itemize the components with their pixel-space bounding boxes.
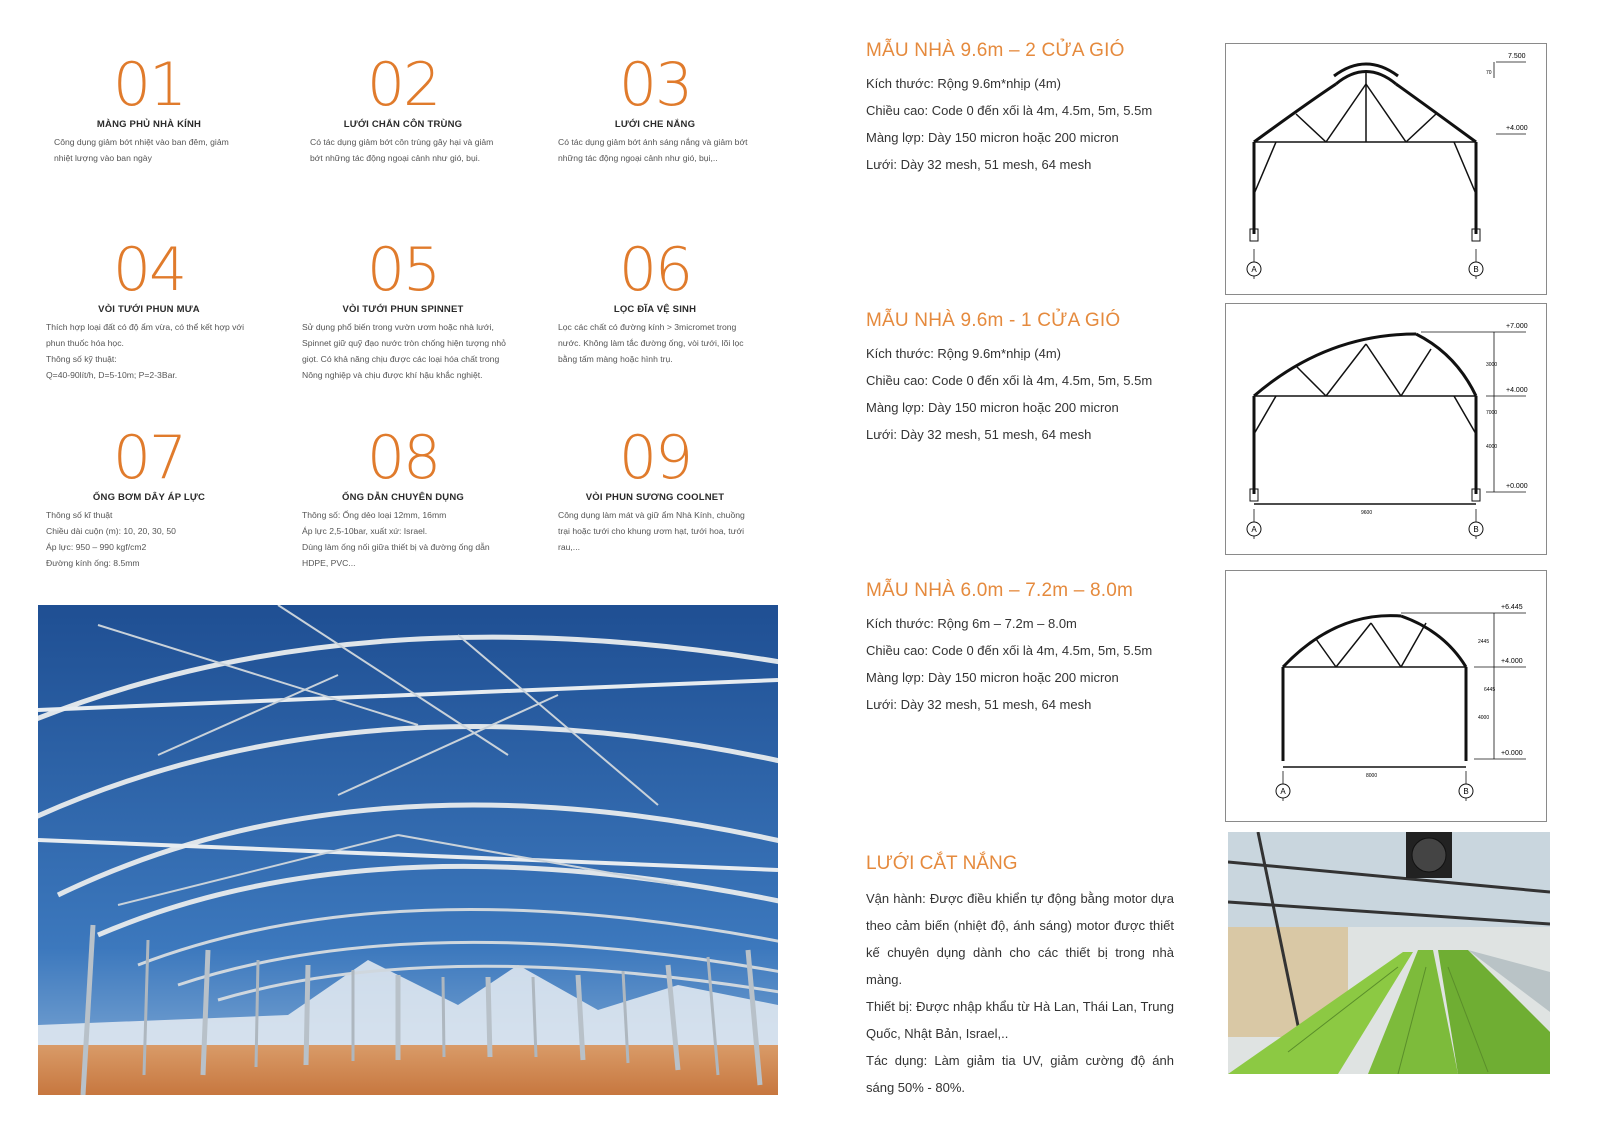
feature-number: 03 [618, 50, 692, 120]
feature-line: bằng tấm màng hoặc hình trụ. [558, 354, 673, 364]
axis-label: A [1251, 525, 1257, 534]
feature-line: Thích hợp loại đất có độ ẩm vừa, có thể kết hợp với [46, 322, 244, 332]
feature-number: 04 [112, 235, 186, 305]
feature-body [288, 507, 518, 571]
feature-number: 07 [112, 423, 186, 493]
feature-05 [288, 235, 518, 383]
feature-line: giọt. Có khả năng chịu được các loại hóa chất trong [302, 354, 500, 364]
feature-line: Sử dụng phổ biến trong vườn ươm hoặc nhà lưới, [302, 322, 494, 332]
spec-line: Chiều cao: Code 0 đến xối là 4m, 4.5m, 5m, 5.5m [866, 103, 1153, 118]
feature-title: LƯỚI CHE NẮNG [614, 119, 696, 130]
axis-label: B [1473, 525, 1479, 534]
feature-number: 09 [618, 423, 692, 493]
elevation-label: +0.000 [1501, 750, 1523, 757]
feature-07 [34, 423, 264, 571]
feature-line: Công dụng giảm bớt nhiệt vào ban đêm, giảm [54, 137, 229, 147]
spec-block-1 [866, 40, 1196, 178]
feature-line: Có tác dụng giảm bớt côn trùng gây hại và giảm [310, 137, 494, 147]
spec-line: Kích thước: Rộng 6m – 7.2m – 8.0m [866, 616, 1077, 631]
feature-line: Áp lực: 950 – 990 kgf/cm2 [46, 542, 147, 552]
drawing-1-vent-model [1225, 303, 1547, 555]
feature-body [540, 319, 770, 367]
shade-net-paragraph: Thiết bị: Được nhập khẩu từ Hà Lan, Thái Lan, Trung Quốc, Nhật Bản, Israel,.. [866, 999, 1174, 1041]
dimension-label: 3000 [1486, 362, 1498, 368]
greenhouse-interior-illustration [1228, 832, 1550, 1074]
dimension-label: 9600 [1361, 510, 1373, 516]
elevation-label: +6.445 [1501, 604, 1523, 611]
spec-title: MẪU NHÀ 9.6m – 2 CỬA GIÓ [866, 40, 1125, 61]
feature-number: 01 [112, 50, 186, 120]
feature-number: 05 [366, 235, 440, 305]
axis-label: B [1473, 265, 1479, 274]
feature-line: Nông nghiệp và chịu được khí hậu khắc nghiệt. [302, 370, 483, 380]
shade-net-paragraph: Vận hành: Được điều khiển tự động bằng motor dựa theo cảm biến (nhiệt độ, ánh sáng) motor được thiết kế chuyên dụng dành cho các thiết bị trong nhà màng. [866, 891, 1174, 987]
dimension-label: 6445 [1484, 687, 1496, 693]
feature-line: Thông số: Ống dẻo loại 12mm, 16mm [302, 510, 447, 520]
axis-label: B [1463, 787, 1469, 796]
spec-block-2 [866, 310, 1196, 448]
feature-title: VÒI PHUN SƯƠNG COOLNET [585, 492, 725, 503]
drawing-1-vent-svg [1226, 304, 1546, 554]
feature-line: Chiều dài cuộn (m): 10, 20, 30, 50 [46, 526, 176, 536]
feature-title: LƯỚI CHẮN CÔN TRÙNG [343, 119, 463, 130]
spec-line: Màng lợp: Dày 150 micron hoặc 200 micron [866, 670, 1119, 685]
feature-line: Thông số kỹ thuật: [46, 354, 117, 364]
feature-title: LỌC ĐĨA VỆ SINH [613, 304, 697, 315]
feature-line: Có tác dụng giảm bớt ánh sáng nắng và giảm bớt [558, 137, 748, 147]
spec-line: Kích thước: Rộng 9.6m*nhịp (4m) [866, 76, 1061, 91]
drawing-2-vent-svg [1226, 44, 1546, 294]
feature-line: phun thuốc hóa học. [46, 338, 124, 348]
feature-line: trại hoặc tưới cho khung ươm hạt, tưới hoa, tưới [558, 526, 744, 536]
feature-08 [288, 423, 518, 571]
feature-number: 02 [366, 50, 440, 120]
drawing-small-models [1225, 570, 1547, 822]
spec-title: MẪU NHÀ 6.0m – 7.2m – 8.0m [866, 580, 1134, 601]
elevation-label: +4.000 [1501, 658, 1523, 665]
feature-line: những tác động ngoại cảnh như gió, bụi,.. [558, 153, 718, 163]
greenhouse-frame-photo [38, 605, 778, 1095]
spec-line: Chiều cao: Code 0 đến xối là 4m, 4.5m, 5m, 5.5m [866, 373, 1153, 388]
elevation-label: 7.500 [1508, 53, 1526, 60]
feature-title: VÒI TƯỚI PHUN MƯA [98, 304, 200, 315]
feature-body [34, 319, 264, 383]
spec-line: Lưới: Dày 32 mesh, 51 mesh, 64 mesh [866, 697, 1092, 712]
dimension-label: 4000 [1486, 444, 1498, 450]
feature-02 [288, 50, 518, 166]
feature-line: Thông số kĩ thuật [46, 510, 113, 520]
feature-number: 06 [618, 235, 692, 305]
feature-title: ỐNG BƠM DÂY ÁP LỰC [92, 492, 206, 503]
feature-09 [540, 423, 770, 555]
feature-body [540, 507, 770, 555]
spec-block-3 [866, 580, 1196, 718]
spec-line: Lưới: Dày 32 mesh, 51 mesh, 64 mesh [866, 157, 1092, 172]
elevation-label: +0.000 [1506, 483, 1528, 490]
feature-line: Áp lực 2,5-10bar, xuất xứ: Israel. [302, 526, 428, 536]
spec-title: MẪU NHÀ 9.6m - 1 CỬA GIÓ [866, 310, 1121, 331]
feature-line: nước. Không làm tắc đường ống, vòi tưới, lõi lọc [558, 338, 744, 348]
spec-line: Chiều cao: Code 0 đến xối là 4m, 4.5m, 5m, 5.5m [866, 643, 1153, 658]
drawing-small-models-svg [1226, 571, 1546, 821]
dimension-label: 70 [1486, 70, 1492, 76]
feature-line: Đường kính ống: 8.5mm [46, 558, 140, 568]
feature-title: MÀNG PHỦ NHÀ KÍNH [96, 119, 202, 130]
feature-line: Spinnet giữ quỹ đạo nước tròn chống hiện tượng nhỏ [302, 338, 506, 348]
feature-body [540, 134, 770, 166]
elevation-label: +4.000 [1506, 125, 1528, 132]
elevation-label: +7.000 [1506, 323, 1528, 330]
shade-net-section [866, 850, 1174, 1101]
dimension-label: 7000 [1486, 410, 1498, 416]
feature-line: nhiệt lượng vào ban ngày [54, 153, 152, 163]
dimension-label: 4000 [1478, 715, 1490, 721]
spec-line: Kích thước: Rộng 9.6m*nhịp (4m) [866, 346, 1061, 361]
feature-line: rau,... [558, 542, 580, 552]
feature-line: bớt những tác động ngoại cảnh như gió, bụi. [310, 153, 481, 163]
dimension-label: 8000 [1366, 773, 1378, 779]
feature-01 [34, 50, 264, 166]
feature-body [288, 134, 518, 166]
axis-label: A [1280, 787, 1286, 796]
drawing-2-vent-model [1225, 43, 1547, 295]
spec-line: Màng lợp: Dày 150 micron hoặc 200 micron [866, 400, 1119, 415]
dimension-label: 2445 [1478, 639, 1490, 645]
shade-net-title: LƯỚI CẮT NẮNG [866, 853, 1018, 874]
feature-line: Dùng làm ống nối giữa thiết bị và đường ống dẫn [302, 542, 490, 552]
spec-line: Màng lợp: Dày 150 micron hoặc 200 micron [866, 130, 1119, 145]
greenhouse-frame-illustration [38, 605, 778, 1095]
feature-06 [540, 235, 770, 367]
feature-04 [34, 235, 264, 383]
feature-title: VÒI TƯỚI PHUN SPINNET [342, 304, 464, 315]
feature-line: Q=40-90lít/h, D=5-10m; P=2-3Bar. [46, 370, 178, 380]
shade-net-paragraph: Tác dụng: Làm giảm tia UV, giảm cường độ ánh sáng 50% - 80%. [866, 1053, 1174, 1095]
feature-body [288, 319, 518, 383]
feature-title: ỐNG DẪN CHUYÊN DỤNG [341, 492, 465, 503]
feature-line: HDPE, PVC... [302, 558, 356, 568]
axis-label: A [1251, 265, 1257, 274]
feature-number: 08 [366, 423, 440, 493]
feature-line: Công dụng làm mát và giữ ẩm Nhà Kính, chuồng [558, 510, 745, 520]
greenhouse-interior-photo [1228, 832, 1550, 1074]
feature-line: Lọc các chất có đường kính > 3micromet trong [558, 322, 737, 332]
feature-03 [540, 50, 770, 166]
spec-line: Lưới: Dày 32 mesh, 51 mesh, 64 mesh [866, 427, 1092, 442]
feature-body [34, 507, 264, 571]
feature-body [34, 134, 264, 166]
elevation-label: +4.000 [1506, 387, 1528, 394]
